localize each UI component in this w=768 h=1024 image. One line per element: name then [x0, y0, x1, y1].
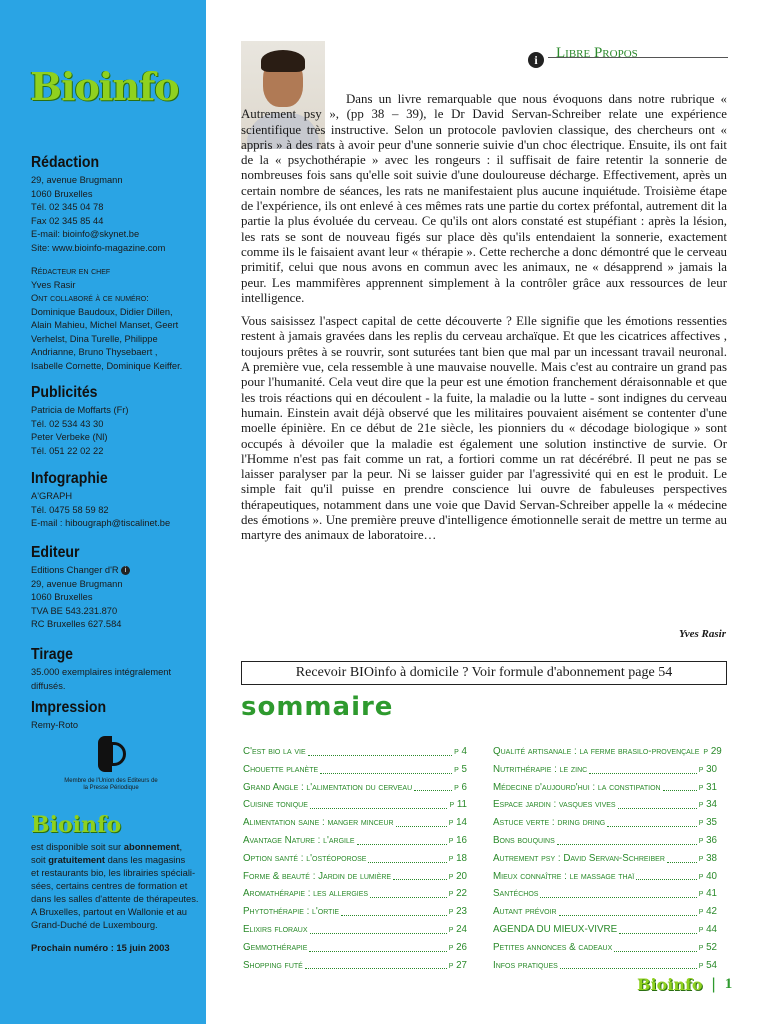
toc-leader-dots	[308, 743, 453, 756]
masthead-sidebar	[0, 0, 206, 1024]
availability-line: Grand-Duché de Luxembourg.	[31, 919, 158, 930]
collab-label: Ont collaboré à ce numéro:	[31, 293, 149, 303]
toc-entry-title: Gemmothérapie	[243, 941, 308, 953]
toc-leader-dots	[607, 814, 697, 827]
toc-entry-title: Alimentation saine : manger minceur	[243, 817, 394, 829]
toc-entry-title: Santéchos	[493, 888, 539, 900]
toc-leader-dots	[305, 957, 447, 970]
availability-line: sées, certains centres de formation et	[31, 880, 188, 891]
availability-line: A Bruxelles, partout en Wallonie et au	[31, 906, 187, 917]
toc-entry-page: p 35	[698, 817, 717, 829]
toc-leader-dots	[589, 761, 697, 774]
toc-leader-dots	[667, 850, 697, 863]
redaction-line: Fax 02 345 85 44	[31, 215, 104, 226]
publicites-heading: Publicités	[31, 384, 98, 401]
toc-entry-page: p 38	[698, 852, 717, 864]
article-paragraph: Vous saisissez l'aspect capital de cette découverte ? Elle signifie que les émotions ressenties restent à jamais gravées dans les replis du cerveau archaïque. Et que les cicatrices affectives , toujours prêtes à se rouvrir, sont suturées tant bien que mal par un incessant travail neuronal. A première vue, cela ressemble à une mauvaise nouvelle. Mais c'est au contraire un grand pas pour l'humanité. Cela veut dire que la peur est une émotion franchement déraisonnable et que les trois réactions qui en découlent - la fuite, la maladie ou la lutte - sont indignes du cerveau humain. Einstein avait déjà observé que les militaires pouvaient aisément se contenter d'une moelle épinière. En ce début de 21e siècle, les pionniers du « décodage biologique » sont occupés à dévoiler que la maladie est également une solution instinctive de survie. Or l'Homme n'est pas fait comme un rat, a fortiori comme un rat décérébré. Il peut ne pas se laisser paralyser par la peur. Ni se laisser guider par l'agressivité qui en est le produit. Le simple fait qu'il puisse en prendre conscience lui ouvre de fabuleuses perspectives thérapeutiques, notamment dans une voie que David Servan-Schreiber appelle la « médecine des émotions ». Une première preuve d'intelligence émotionnelle serait de mettre un terme au martyre des animaux de laboratoire…	[241, 314, 727, 543]
availability-text-part: ,	[179, 841, 183, 852]
info-icon: i	[121, 566, 130, 575]
toc-entry-page: p 29	[703, 746, 722, 757]
toc-entry-page: p 42	[698, 906, 717, 918]
toc-entry[interactable]	[243, 779, 467, 797]
toc-column-left	[243, 743, 467, 974]
toc-entry[interactable]	[493, 779, 717, 797]
collab-line: Isabelle Cornette, Dominique Keiffer.	[31, 360, 183, 371]
toc-entry-page: p 40	[698, 870, 717, 882]
toc-entry[interactable]	[243, 903, 467, 921]
toc-entry-title: Espace jardin : vasques vives	[493, 799, 616, 811]
impression-line: Remy-Roto	[31, 720, 79, 730]
toc-entry-title: Elixirs floraux	[243, 923, 308, 935]
toc-entry-title: Petites annonces & cadeaux	[493, 941, 613, 953]
toc-entry[interactable]	[493, 814, 717, 832]
upp-membership-badge	[64, 736, 158, 792]
infographie-section	[31, 470, 201, 531]
toc-leader-dots	[557, 832, 697, 845]
toc-entry-title: Grand Angle : l'alimentation du cerveau	[243, 781, 413, 793]
toc-entry[interactable]	[243, 761, 467, 779]
collab-line: Alain Mahieu, Michel Manset, Geert	[31, 320, 179, 330]
subscription-banner[interactable]: Recevoir BIOinfo à domicile ? Voir formule d'abonnement page 54	[241, 661, 727, 685]
article-paragraph: Dans un livre remarquable que nous évoquons dans notre rubrique « Autrement psy », (pp 38 – 39), le Dr David Servan-Schreiber relate une expérience scientifique très instructive. Selon un protocole pavlovien classique, des chercheurs ont « appris » à des rats à avoir peur d'une sonnerie suivie d'un choc électrique. Ensuite, ils ont fait de la « psychothérapie » avec les rongeurs : il suffisait de faire retentir la sonnerie de nombreuses fois sans qu'elle soit suivie d'une douloureuse décharge. Effectivement, après un certain nombre de séances, les rats ne manifestaient plus aucune inquiétude. Troisième étape de l'expérience, ils ont enlevé à ces mêmes rats une partie du cortex préfontal, autrement dit la partie la plus évoluée du cerveau. Ce qu'ils ont alors constaté est stupéfiant : après la lésion, les rats se sont de nouveau figés sur place dès qu'ils entendaient la sonnerie, exactement comme ils le faisaient avant leur « thérapie ». Cette recherche a donc démontré que le cerveau primitif, celui que nous avons en commun avec les animaux, ne « désapprend » jamais la peur. Les mammifères apprennent simplement à la contrôler grâce aux ressources de leur intelligence.	[241, 92, 727, 305]
upp-membership-text: Membre de l'Union des Editeurs de la Presse Périodique	[64, 778, 158, 791]
toc-leader-dots	[396, 814, 447, 827]
availability-line	[31, 840, 201, 853]
toc-entry-title: Mieux connaître : le massage thaï	[493, 870, 635, 882]
toc-leader-dots	[614, 939, 696, 952]
publicites-line: Peter Verbeke (Nl)	[31, 432, 108, 442]
toc-entry-title: Chouette planète	[243, 763, 319, 775]
toc-entry-page: p 18	[448, 852, 467, 864]
tirage-line: diffusés.	[31, 680, 66, 691]
infographie-line: A'GRAPH	[31, 491, 73, 501]
toc-entry[interactable]	[493, 957, 717, 975]
infographie-line: Tél. 0475 58 59 82	[31, 504, 109, 515]
page-footer	[637, 975, 732, 994]
editeur-line: RC Bruxelles 627.584	[31, 619, 122, 629]
tirage-section	[31, 646, 201, 693]
toc-entry[interactable]	[493, 921, 717, 939]
toc-entry-title: Phytothérapie : l'ortie	[243, 906, 340, 918]
toc-entry-title: Bons bouquins	[493, 834, 555, 846]
toc-entry[interactable]	[243, 850, 467, 868]
availability-text-part: dans les magasins	[104, 854, 186, 865]
toc-leader-dots	[414, 779, 452, 792]
infographie-email[interactable]: E-mail : hibougraph@tiscalinet.be	[31, 518, 171, 528]
toc-entry-page: p 24	[448, 923, 467, 935]
infographie-heading: Infographie	[31, 470, 108, 487]
toc-entry-title: Cuisine tonique	[243, 799, 308, 811]
toc-leader-dots	[310, 921, 447, 934]
toc-leader-dots	[393, 868, 447, 881]
toc-entry[interactable]	[243, 885, 467, 903]
article-author: Yves Rasir	[679, 628, 726, 640]
redacteur-label: Rédacteur en chef	[31, 266, 111, 276]
publicites-line: Patricia de Moffarts (Fr)	[31, 405, 129, 415]
toc-column-right	[493, 743, 722, 974]
availability-text	[31, 840, 201, 954]
rubric-title: Libre Propos	[556, 44, 638, 61]
publicites-line: Tél. 051 22 02 22	[31, 445, 104, 456]
footer-logo: Bioinfo	[637, 975, 703, 994]
editorial-article	[241, 92, 727, 552]
toc-leader-dots	[368, 850, 446, 863]
toc-entry[interactable]	[493, 850, 717, 868]
toc-entry-page: p 44	[698, 923, 717, 935]
toc-entry[interactable]	[243, 939, 467, 957]
availability-text-part: soit	[31, 854, 49, 865]
toc-entry-page: p 31	[698, 781, 717, 793]
toc-leader-dots	[618, 796, 697, 809]
toc-leader-dots	[560, 957, 697, 970]
toc-entry-title: Médecine d'aujourd'hui : la constipation	[493, 781, 661, 793]
info-icon: i	[528, 52, 544, 68]
toc-entry[interactable]	[493, 743, 722, 761]
rubric-divider	[548, 57, 728, 58]
collab-line: Verhelst, Dina Turelle, Philippe	[31, 333, 158, 344]
editeur-line	[31, 564, 201, 578]
toc-entry-title: Infos pratiques	[493, 959, 558, 971]
toc-entry[interactable]	[243, 796, 467, 814]
toc-entry[interactable]	[243, 868, 467, 886]
bioinfo-logo: Bioinfo	[30, 64, 179, 109]
toc-leader-dots	[310, 796, 448, 809]
toc-entry-title: Shopping futé	[243, 959, 303, 971]
toc-entry-page: p 5	[454, 763, 467, 775]
redaction-section	[31, 154, 201, 373]
toc-entry-title: Aromathérapie : les allergies	[243, 888, 369, 900]
toc-entry-page: p 22	[448, 888, 467, 900]
toc-entry-title: Autant prévoir	[493, 906, 557, 918]
tirage-heading: Tirage	[31, 646, 74, 663]
editeur-line: 29, avenue Brugmann	[31, 578, 123, 589]
collab-line: Dominique Baudoux, Didier Dillen,	[31, 306, 173, 317]
redaction-heading: Rédaction	[31, 154, 100, 171]
toc-entry-title: C'est bio la vie	[243, 746, 306, 757]
editeur-section	[31, 544, 201, 632]
impression-section	[31, 699, 201, 733]
toc-entry-page: p 54	[698, 959, 717, 971]
toc-entry-page: p 11	[449, 799, 467, 811]
toc-entry-title: Nutrithérapie : le zinc	[493, 763, 588, 775]
rubric-header	[528, 38, 638, 68]
toc-entry-page: p 52	[698, 941, 717, 953]
publicites-line: Tél. 02 534 43 30	[31, 418, 104, 429]
toc-leader-dots	[619, 921, 697, 934]
tirage-line: 35.000 exemplaires intégralement	[31, 667, 172, 677]
publicites-section	[31, 384, 201, 458]
toc-entry-title: Autrement psy : David Servan-Schreiber	[493, 852, 665, 864]
toc-entry-title: Avantage Nature : l'argile	[243, 834, 355, 846]
editeur-line: 1060 Bruxelles	[31, 592, 93, 602]
toc-entry[interactable]	[493, 832, 717, 850]
toc-leader-dots	[540, 885, 696, 898]
page-number: 1	[724, 976, 733, 992]
toc-leader-dots	[370, 885, 447, 898]
toc-entry-page: p 6	[454, 781, 467, 793]
toc-leader-dots	[559, 903, 697, 916]
toc-entry-title: Option santé : l'ostéoporose	[243, 852, 367, 864]
toc-entry-page: p 14	[448, 817, 467, 829]
toc-entry[interactable]	[243, 921, 467, 939]
footer-separator: |	[711, 975, 716, 993]
toc-entry-page: p 23	[448, 906, 467, 918]
availability-text-part: est disponible soit sur	[31, 841, 124, 852]
availability-line: dans les salles d'attente de thérapeutes.	[31, 893, 199, 904]
availability-line: et restaurants bio, les librairies spéciali-	[31, 867, 196, 878]
redaction-line: 29, avenue Brugmann	[31, 175, 123, 185]
toc-leader-dots	[320, 761, 452, 774]
toc-leader-dots	[341, 903, 447, 916]
bioinfo-logo-small: Bioinfo	[31, 812, 122, 838]
toc-entry-page: p 4	[454, 746, 467, 757]
next-issue-date: Prochain numéro : 15 juin 2003	[31, 942, 170, 953]
redaction-line: Tél. 02 345 04 78	[31, 202, 104, 212]
impression-heading: Impression	[31, 699, 107, 716]
redaction-email[interactable]: E-mail: bioinfo@skynet.be	[31, 229, 140, 239]
sommaire-title: sommaire	[241, 692, 394, 722]
toc-leader-dots	[636, 868, 697, 881]
toc-entry-page: p 20	[448, 870, 467, 882]
toc-entry-page: p 16	[448, 834, 467, 846]
toc-entry-page: p 27	[448, 959, 467, 971]
redaction-website[interactable]: Site: www.bioinfo-magazine.com	[31, 242, 166, 253]
redaction-line: 1060 Bruxelles	[31, 188, 93, 199]
toc-leader-dots	[663, 779, 697, 792]
toc-entry-page: p 34	[698, 799, 717, 811]
toc-entry-page: p 36	[698, 834, 717, 846]
toc-entry[interactable]	[243, 832, 467, 850]
toc-leader-dots	[357, 832, 447, 845]
toc-entry[interactable]	[493, 939, 717, 957]
toc-entry[interactable]	[243, 957, 467, 975]
toc-entry-page: p 30	[698, 763, 717, 775]
photo-hair	[261, 50, 305, 72]
editeur-line: TVA BE 543.231.870	[31, 605, 118, 616]
toc-leader-dots	[309, 939, 446, 952]
toc-entry[interactable]	[243, 743, 467, 761]
availability-line	[31, 853, 201, 866]
toc-entry-page: p 26	[448, 941, 467, 953]
upp-logo-icon	[96, 736, 126, 772]
availability-bold: abonnement	[123, 841, 180, 852]
editeur-name: Editions Changer d'R	[31, 565, 119, 575]
toc-entry[interactable]	[243, 814, 467, 832]
toc-entry[interactable]	[493, 761, 717, 779]
collab-line: Andrianne, Bruno Thysebaert ,	[31, 347, 158, 357]
redacteur-name: Yves Rasir	[31, 279, 76, 290]
editeur-heading: Editeur	[31, 544, 80, 561]
toc-entry[interactable]	[493, 903, 717, 921]
availability-bold: gratuitement	[48, 854, 105, 865]
toc-entry[interactable]	[493, 868, 717, 886]
toc-entry[interactable]	[493, 796, 717, 814]
toc-entry-title: AGENDA DU MIEUX-VIVRE	[493, 923, 618, 935]
toc-entry-page: p 41	[698, 888, 717, 900]
toc-entry-title: Forme & beauté : Jardin de lumière	[243, 870, 392, 882]
toc-entry-title: Astuce verte : dring dring	[493, 817, 606, 829]
toc-entry-title: Qualité artisanale : la ferme brasilo-provençale	[493, 746, 700, 757]
toc-entry[interactable]	[493, 885, 717, 903]
